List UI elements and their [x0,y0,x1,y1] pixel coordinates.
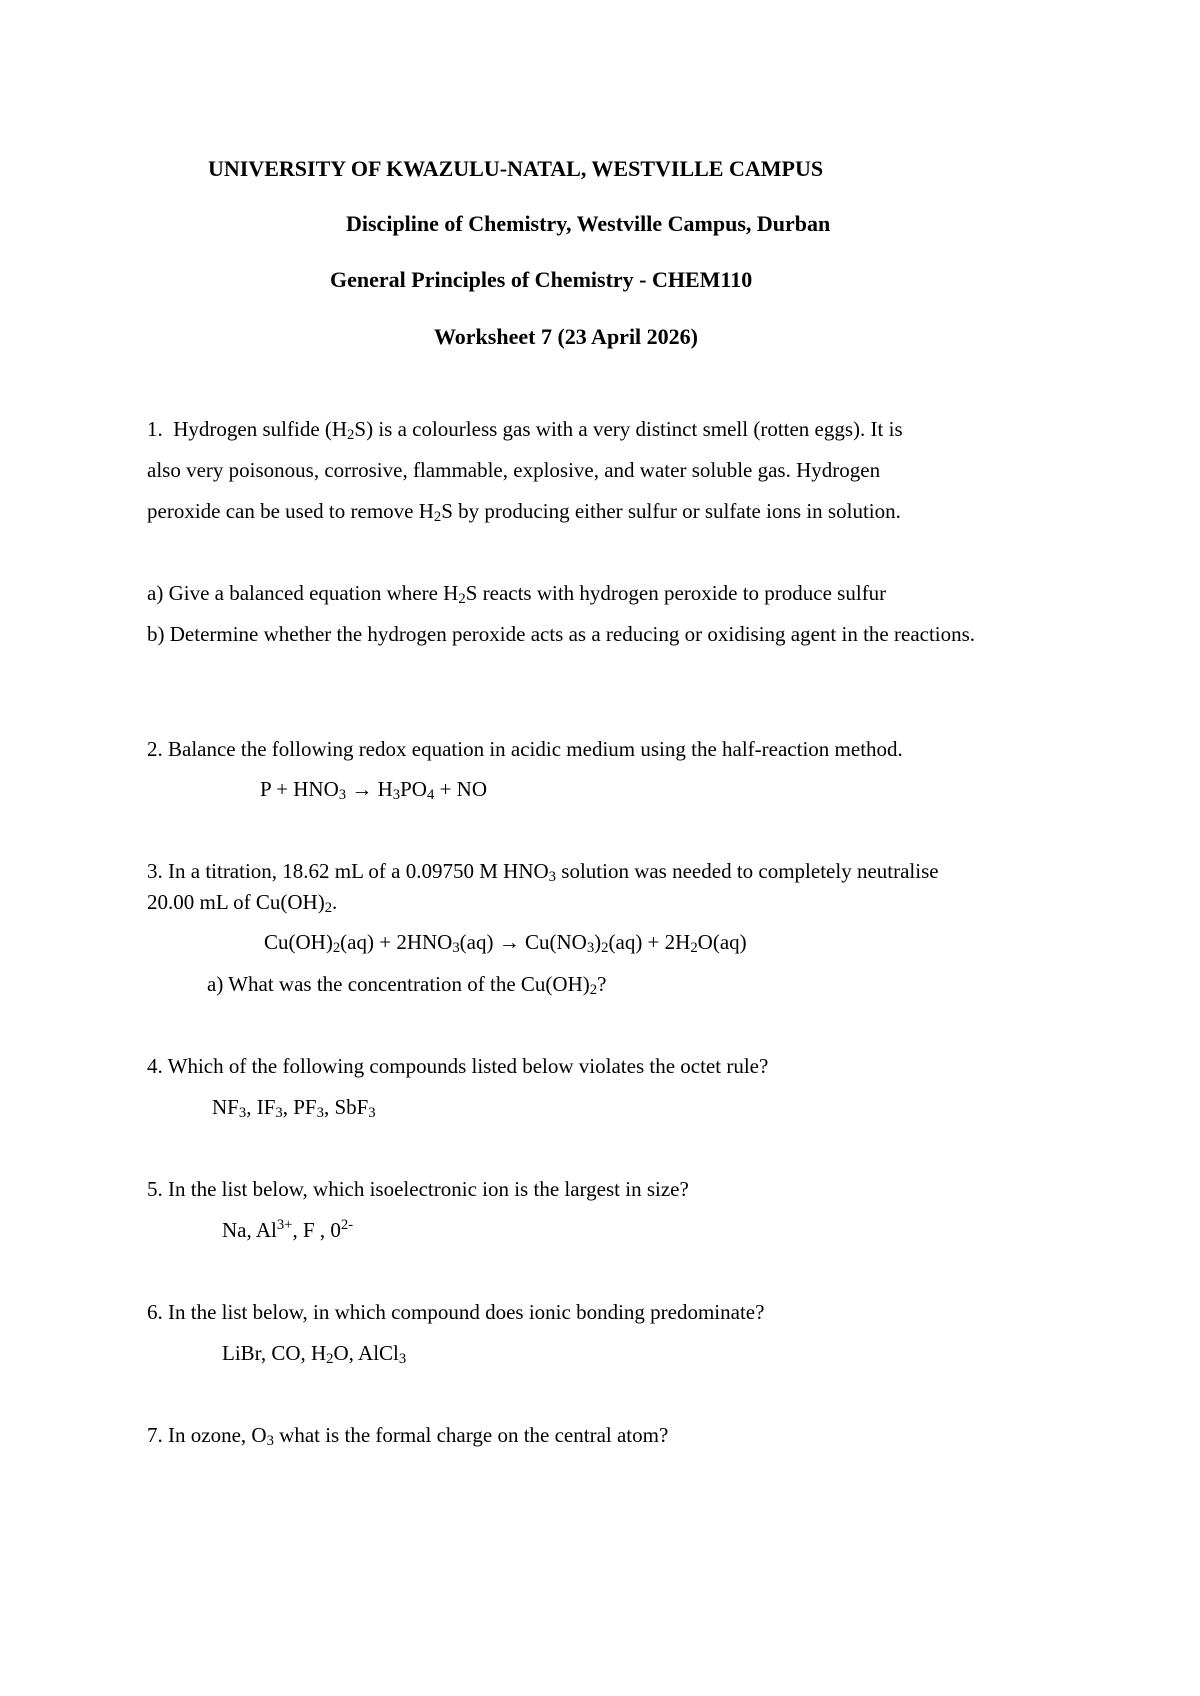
q3-eq-part-2: (aq) + 2HNO [340,930,453,954]
q3-line-1-sub: 3 [548,868,557,885]
q3-eq-part-6: O(aq) [697,930,747,954]
q2-eq-sub-3: 4 [426,786,435,803]
q1-line-1-sub: 2 [347,426,355,443]
q7-text-b: what is the formal charge on the central atom? [273,1423,669,1447]
q2-eq-part-1: P + HNO [260,777,339,801]
q4-text: 4. Which of the following compounds listed below violates the octet rule? [147,1054,769,1078]
q6-text: 6. In the list below, in which compound does ionic bonding predominate? [147,1300,765,1324]
q6-compounds [222,1341,406,1366]
q2-eq-arrow: → H [346,777,393,801]
q5-ion-1: Na, Al [222,1218,277,1242]
q3-eq-part-5: (aq) + 2H [608,930,691,954]
q3-eq-sub-3: 3 [586,939,595,956]
q3-eq-part-3: (aq) → Cu(NO [459,930,587,954]
q6-sub-1: 2 [326,1350,334,1367]
q4-compounds [212,1095,376,1120]
q5-sup-2: 2- [340,1216,354,1233]
worksheet-title: Worksheet 7 (23 April 2026) [434,324,698,349]
q2-eq-part-2: PO [400,777,427,801]
q3-eq-sub-5: 2 [690,939,698,956]
q1-line-3-text-a: peroxide can be used to remove H [147,499,434,523]
q5-sup-1: 3+ [276,1216,293,1233]
q3-line-1-text-a: 3. In a titration, 18.62 mL of a 0.09750 M HNO [147,859,549,883]
q7-text-a: 7. In ozone, O [147,1423,267,1447]
q6-compound-2: O, AlCl [333,1341,399,1365]
q1-line-1-text-a: Hydrogen sulfide (H [173,417,348,441]
q1-line-2: also very poisonous, corrosive, flammable, explosive, and water soluble gas. Hydrogen [147,458,881,482]
q3-equation [264,930,747,955]
q1-line-3-text-b: S by producing either sulfur or sulfate ions in solution. [441,499,901,523]
q6-sub-2: 3 [398,1350,407,1367]
q6-compound-1: LiBr, CO, H [222,1341,327,1365]
q3-part-a-text-b: ? [597,972,607,996]
q5-text: 5. In the list below, which isoelectronic ion is the largest in size? [147,1177,689,1201]
q3-eq-part-1: Cu(OH) [264,930,333,954]
q1-part-a-text-a: a) Give a balanced equation where H [147,581,459,605]
course-title: General Principles of Chemistry - CHEM110 [330,267,753,292]
q7-sub: 3 [266,1432,274,1449]
discipline-title: Discipline of Chemistry, Westville Campus, Durban [346,211,831,236]
q4-compound-3: , PF [282,1095,317,1119]
q1-line-1 [147,417,903,442]
q4-sub-4: 3 [368,1104,376,1121]
q2-eq-part-3: + NO [434,777,487,801]
q4-sub-3: 3 [316,1104,324,1121]
q2-eq-sub-1: 3 [338,786,347,803]
q3-line-2 [147,890,337,915]
q3-line-2-text-a: 20.00 mL of Cu(OH) [147,890,325,914]
q1-part-a-sub: 2 [458,590,466,607]
q1-line-1-text-b: S) is a colourless gas with a very distinct smell (rotten eggs). It is [354,417,903,441]
q3-eq-sub-4: 2 [601,939,609,956]
q3-eq-sub-1: 2 [332,939,341,956]
q3-eq-part-4: ) [594,930,602,954]
q4-compound-1: NF [212,1095,239,1119]
q2-equation [260,777,487,802]
q1-number: 1. [147,417,163,441]
q4-compound-2: , IF [246,1095,276,1119]
q5-ion-2: , F , 0 [292,1218,341,1242]
q4-compound-4: , SbF [323,1095,369,1119]
q3-eq-sub-2: 3 [452,939,460,956]
q2-eq-sub-2: 3 [392,786,401,803]
q1-line-3 [147,499,901,524]
q3-part-a-sub: 2 [589,981,598,998]
q4-sub-2: 3 [275,1104,283,1121]
q3-line-1 [147,859,939,884]
q3-line-2-text-b: . [332,890,338,914]
q1-part-a [147,581,886,606]
q3-line-1-text-b: solution was needed to completely neutralise [556,859,939,883]
university-title: UNIVERSITY OF KWAZULU-NATAL, WESTVILLE CAMPUS [208,156,824,181]
q3-part-a [207,972,606,997]
q7-text [147,1423,668,1448]
q4-sub-1: 3 [238,1104,247,1121]
q1-part-a-text-b: S reacts with hydrogen peroxide to produce sulfur [465,581,887,605]
q3-line-2-sub: 2 [324,899,333,916]
q3-part-a-text-a: a) What was the concentration of the Cu(OH) [207,972,590,996]
q2-text: 2. Balance the following redox equation in acidic medium using the half-reaction method. [147,737,903,761]
q1-part-b: b) Determine whether the hydrogen peroxide acts as a reducing or oxidising agent in the reactions. [147,622,976,646]
q5-ions [222,1218,353,1243]
q1-line-3-sub: 2 [433,508,442,525]
